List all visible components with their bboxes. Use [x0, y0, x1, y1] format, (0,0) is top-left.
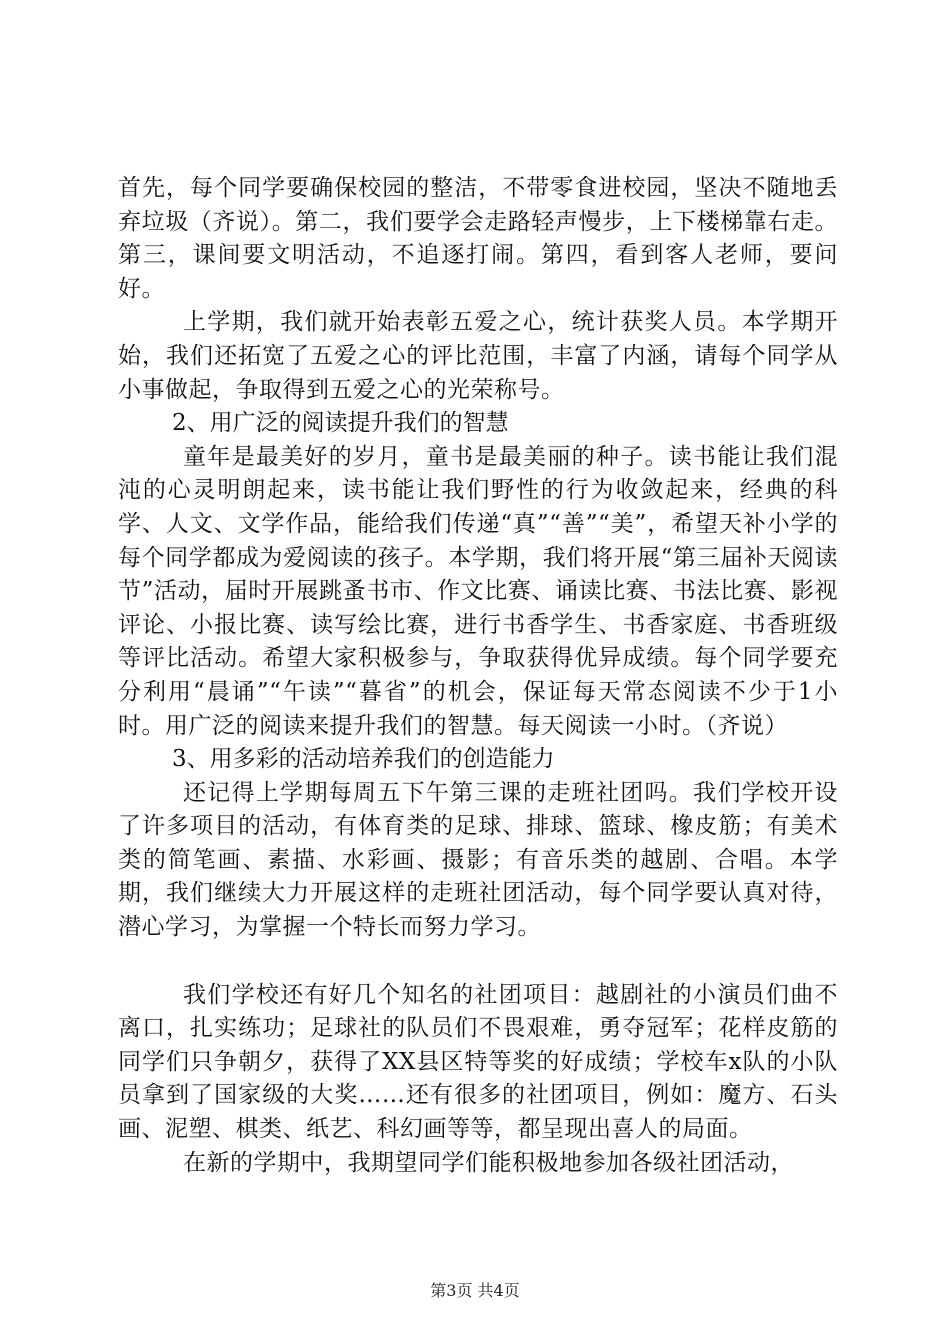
paragraph: 童年是最美好的岁月，童书是最美丽的种子。读书能让我们混沌的心灵明朗起来，读书能让我们野性的行为收敛起来，经典的科学、人文、文学作品，能给我们传递“真”“善”“美”，希望天补小学的每个同学都成为爱阅读的孩子。本学期，我们将开展“第三届补天阅读节”活动，届时开展跳蚤书市、作文比赛、诵读比赛、书法比赛、影视评论、小报比赛、读写绘比赛，进行书香学生、书香家庭、书香班级等评比活动。希望大家积极参与，争取获得优异成绩。每个同学要充分利用“晨诵”“午读”“暮省”的机会，保证每天常态阅读不少于1小时。用广泛的阅读来提升我们的智慧。每天阅读一小时。（齐说）: [118, 443, 838, 739]
paragraph: 我们学校还有好几个知名的社团项目：越剧社的小演员们曲不离口，扎实练功；足球社的队员们不畏艰难，勇夺冠军；花样皮筋的同学们只争朝夕，获得了XX县区特等奖的好成绩；学校车x队的小队员拿到了国家级的大奖……还有很多的社团项目，例如：魔方、石头画、泥塑、棋类、纸艺、科幻画等等，都呈现出喜人的局面。: [118, 981, 838, 1143]
section-heading: 2、用广泛的阅读提升我们的智慧: [172, 410, 509, 437]
paragraph: 在新的学期中，我期望同学们能积极地参加各级社团活动，: [183, 1149, 794, 1176]
paragraph: 上学期，我们就开始表彰五爱之心，统计获奖人员。本学期开始，我们还拓宽了五爱之心的评比范围，丰富了内涵，请每个同学从小事做起，争取得到五爱之心的光荣称号。: [118, 309, 838, 403]
blank-line: [118, 945, 838, 979]
document-body: [118, 172, 838, 1180]
paragraph: 还记得上学期每周五下午第三课的走班社团吗。我们学校开设了许多项目的活动，有体育类的足球、排球、篮球、橡皮筋；有美术类的简笔画、素描、水彩画、摄影；有音乐类的越剧、合唱。本学期，我们继续大力开展这样的走班社团活动，每个同学要认真对待，潜心学习，为掌握一个特长而努力学习。: [118, 779, 838, 941]
page-footer: 第3页 共4页: [430, 1281, 520, 1300]
section-heading: 3、用多彩的活动培养我们的创造能力: [172, 746, 555, 773]
paragraph: 首先，每个同学要确保校园的整洁，不带零食进校园，坚决不随地丢弃垃圾（齐说）。第二，我们要学会走路轻声慢步，上下楼梯靠右走。第三，课间要文明活动，不追逐打闹。第四，看到客人老师，要问好。: [118, 175, 838, 302]
